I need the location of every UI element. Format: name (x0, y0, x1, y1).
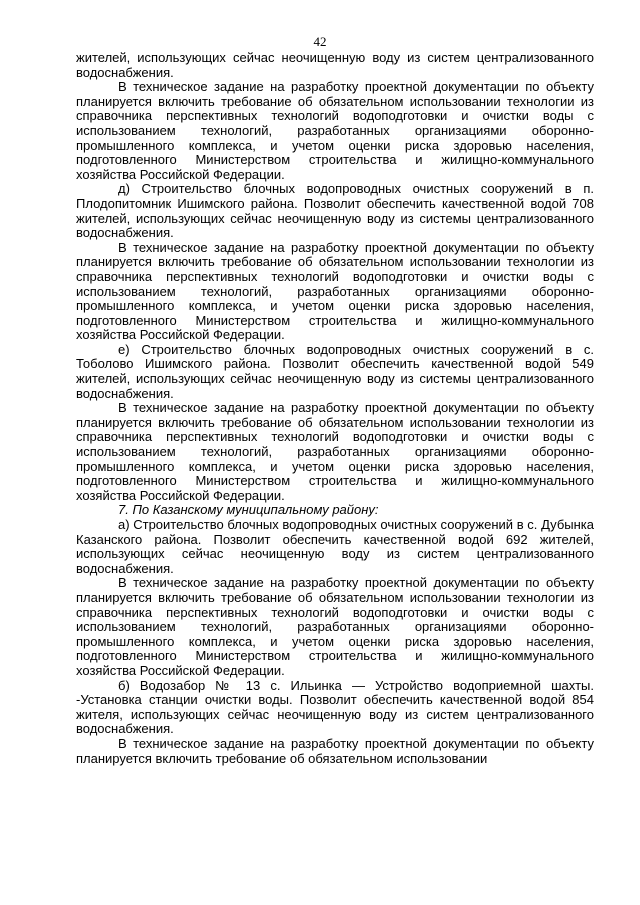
document-body (76, 51, 594, 766)
section-heading: 7. По Казанскому муниципальному району: (118, 502, 379, 518)
paragraph: В техническое задание на разработку проектной документации по объекту планируется включить требование об обязательном использовании (76, 735, 594, 766)
paragraph: жителей, использующих сейчас неочищенную воду из систем централизованного водоснабжения. (76, 50, 594, 80)
paragraph: д) Строительство блочных водопроводных очистных сооружений в п. Плодопитомник Ишимского района. Позволит обеспечить качественной водой 708 жителей, использующих сейчас неочищенную воду из системы централизованного водоснабжения. (76, 181, 594, 241)
paragraph: б) Водозабор № 13 с. Ильинка — Устройство водоприемной шахты. -Установка станции очистки воды. Позволит обеспечить качественной водой 854 жителя, использующих сейчас неочищенную воду из систем централизованного водоснабжения. (76, 677, 594, 737)
paragraph: В техническое задание на разработку проектной документации по объекту планируется включить требование об обязательном использовании технологии из справочника перспективных технологий водоподготовки и очистки воды с использованием технологий, разработанных организациями оборонно-промышленного комплекса, и учетом оценки риска здоровью населения, подготовленного Министерством строительства и жилищно-коммунального хозяйства Российской Федерации. (76, 575, 594, 678)
page-number: 42 (313, 34, 327, 49)
paragraph: е) Строительство блочных водопроводных очистных сооружений в с. Тоболово Ишимского района. Позволит обеспечить качественной водой 549 жителей, использующих сейчас неочищенную воду из системы централизованного водоснабжения. (76, 341, 594, 401)
paragraph: В техническое задание на разработку проектной документации по объекту планируется включить требование об обязательном использовании технологии из справочника перспективных технологий водоподготовки и очистки воды с использованием технологий, разработанных организациями оборонно-промышленного комплекса, и учетом оценки риска здоровью населения, подготовленного Министерством строительства и жилищно-коммунального хозяйства Российской Федерации. (76, 400, 594, 503)
paragraph: В техническое задание на разработку проектной документации по объекту планируется включить требование об обязательном использовании технологии из справочника перспективных технологий водоподготовки и очистки воды с использованием технологий, разработанных организациями оборонно-промышленного комплекса, и учетом оценки риска здоровью населения, подготовленного Министерством строительства и жилищно-коммунального хозяйства Российской Федерации. (76, 79, 594, 182)
paragraph: а) Строительство блочных водопроводных очистных сооружений в с. Дубынка Казанского района. Позволит обеспечить качественной водой 692 жителей, использующих сейчас неочищенную воду из систем централизованного водоснабжения. (76, 517, 594, 576)
paragraph: В техническое задание на разработку проектной документации по объекту планируется включить требование об обязательном использовании технологии из справочника перспективных технологий водоподготовки и очистки воды с использованием технологий, разработанных организациями оборонно-промышленного комплекса, и учетом оценки риска здоровью населения, подготовленного Министерством строительства и жилищно-коммунального хозяйства Российской Федерации. (76, 239, 594, 343)
